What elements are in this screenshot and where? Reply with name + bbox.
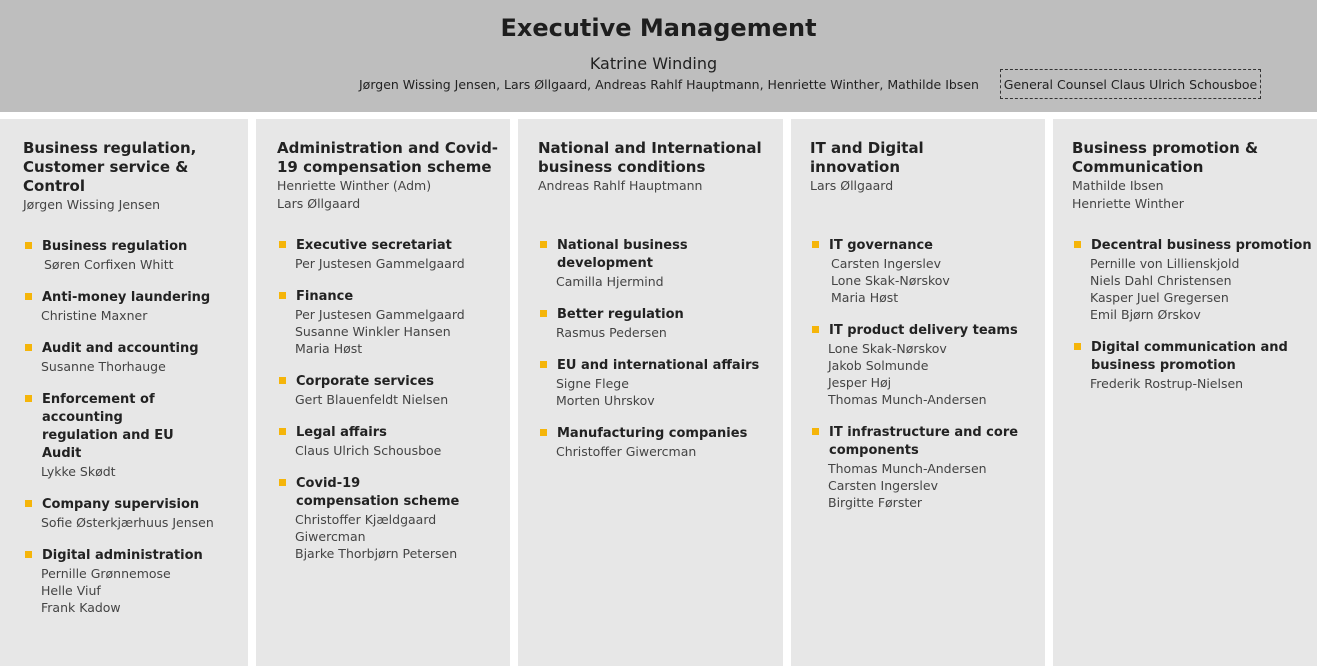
unit-person: Thomas Munch-Andersen (828, 461, 987, 476)
unit-person: Lone Skak-Nørskov (828, 341, 947, 356)
unit (538, 306, 783, 341)
unit-title: Enforcement of accounting regulation and EU Audit (42, 392, 174, 461)
unit (277, 237, 510, 272)
unit-person: Carsten Ingerslev (828, 478, 938, 493)
unit-title: Anti-money laundering (42, 290, 211, 305)
unit (810, 322, 1045, 408)
unit (23, 391, 248, 480)
unit-person: Morten Uhrskov (556, 393, 655, 408)
department-column (518, 119, 783, 666)
general-counsel-box: General Counsel Claus Ulrich Schousboe (1000, 69, 1261, 99)
unit-person: Maria Høst (831, 290, 899, 305)
unit-person: Pernille Grønnemose (41, 566, 171, 581)
bullet-icon (25, 242, 32, 249)
unit-title: Manufacturing companies (557, 426, 748, 441)
unit-person: Emil Bjørn Ørskov (1090, 307, 1201, 322)
unit-person: Helle Viuf (41, 583, 101, 598)
unit-title: Decentral business promotion (1091, 238, 1312, 253)
unit-person: Camilla Hjermind (556, 274, 664, 289)
bullet-icon (25, 293, 32, 300)
department-head: Henriette Winther (Adm) (277, 178, 432, 193)
bullet-icon (1074, 241, 1081, 248)
unit-person: Sofie Østerkjærhuus Jensen (41, 515, 214, 530)
unit (23, 289, 248, 324)
department-column (1053, 119, 1317, 666)
unit-title: National business development (557, 238, 688, 271)
unit-title: Legal affairs (296, 425, 387, 440)
director-name: Katrine Winding (589, 54, 718, 73)
unit-person: Signe Flege (556, 376, 629, 391)
bullet-icon (25, 395, 32, 402)
unit (277, 475, 510, 562)
unit-person: Birgitte Førster (828, 495, 923, 510)
unit-person: Pernille von Lillienskjold (1090, 256, 1240, 271)
department-column (791, 119, 1045, 666)
department-title: Business promotion & Communication (1072, 139, 1259, 176)
bullet-icon (540, 310, 547, 317)
unit-person: Lone Skak-Nørskov (831, 273, 950, 288)
bullet-icon (279, 292, 286, 299)
unit-title: Digital communication and business promotion (1091, 340, 1288, 373)
bullet-icon (812, 428, 819, 435)
unit-title: Audit and accounting (42, 341, 199, 356)
unit-person: Kasper Juel Gregersen (1090, 290, 1229, 305)
unit-title: Company supervision (42, 497, 200, 512)
unit-title: Executive secretariat (296, 238, 452, 253)
bullet-icon (540, 241, 547, 248)
unit (23, 340, 248, 375)
department-head: Mathilde Ibsen (1072, 178, 1164, 193)
unit-title: EU and international affairs (557, 358, 760, 373)
unit-person: Per Justesen Gammelgaard (295, 307, 465, 322)
unit (277, 373, 510, 408)
unit-person: Claus Ulrich Schousboe (295, 443, 442, 458)
department-head: Jørgen Wissing Jensen (23, 197, 161, 212)
unit-person: Per Justesen Gammelgaard (295, 256, 465, 271)
unit-title: Better regulation (557, 307, 684, 322)
bullet-icon (279, 241, 286, 248)
unit-person: Maria Høst (295, 341, 363, 356)
unit-person: Susanne Winkler Hansen (295, 324, 451, 339)
department-head: Andreas Rahlf Hauptmann (538, 178, 703, 193)
bullet-icon (25, 500, 32, 507)
bullet-icon (279, 479, 286, 486)
unit-title: Business regulation (42, 239, 188, 254)
department-head: Lars Øllgaard (810, 178, 894, 193)
unit-title: IT product delivery teams (829, 323, 1018, 338)
bullet-icon (540, 429, 547, 436)
unit-title: IT infrastructure and core components (829, 425, 1019, 458)
deputy-directors: Jørgen Wissing Jensen, Lars Øllgaard, Andreas Rahlf Hauptmann, Henriette Winther, Mathilde Ibsen (359, 77, 979, 92)
unit-person: Christoffer Giwercman (556, 444, 697, 459)
unit (810, 237, 1045, 306)
unit-person: Carsten Ingerslev (831, 256, 941, 271)
unit-person: Bjarke Thorbjørn Petersen (295, 546, 458, 561)
department-column (256, 119, 510, 666)
unit-title: Digital administration (42, 548, 203, 563)
unit-title: IT governance (829, 238, 933, 253)
bullet-icon (279, 428, 286, 435)
unit-person: Gert Blauenfeldt Nielsen (295, 392, 449, 407)
department-head: Henriette Winther (1072, 196, 1184, 211)
department-title: Administration and Covid-19 compensation scheme (277, 139, 499, 176)
unit-person: Jakob Solmunde (828, 358, 929, 373)
unit-title: Finance (296, 289, 354, 304)
unit (810, 424, 1045, 511)
unit (23, 238, 248, 273)
unit (277, 424, 510, 459)
unit (538, 425, 783, 460)
unit-person: Rasmus Pedersen (556, 325, 667, 340)
unit-person: Thomas Munch-Andersen (828, 392, 987, 407)
department-column (0, 119, 248, 666)
bullet-icon (25, 551, 32, 558)
unit (23, 496, 248, 531)
department-title: National and International business conditions (538, 139, 762, 176)
bullet-icon (279, 377, 286, 384)
department-title: IT and Digital innovation (810, 139, 924, 176)
department-title: Business regulation, Customer service & Control (23, 139, 197, 195)
unit-person: Christoffer Kjældgaard Giwercman (295, 512, 437, 544)
unit-person: Frederik Rostrup-Nielsen (1090, 376, 1244, 391)
unit-person: Søren Corfixen Whitt (44, 257, 174, 272)
unit-person: Frank Kadow (41, 600, 121, 615)
department-head: Lars Øllgaard (277, 196, 361, 211)
bullet-icon (1074, 343, 1081, 350)
unit-person: Niels Dahl Christensen (1090, 273, 1232, 288)
unit-title: Covid-19 compensation scheme (296, 476, 460, 509)
unit (1072, 237, 1317, 323)
unit (1072, 339, 1317, 392)
unit (538, 357, 783, 409)
unit-person: Christine Maxner (41, 308, 148, 323)
unit-title: Corporate services (296, 374, 435, 389)
executive-management-header (0, 0, 1317, 112)
unit (277, 288, 510, 357)
unit-person: Susanne Thorhauge (41, 359, 166, 374)
unit-person: Lykke Skødt (41, 464, 116, 479)
bullet-icon (25, 344, 32, 351)
bullet-icon (540, 361, 547, 368)
unit (538, 237, 783, 290)
bullet-icon (812, 241, 819, 248)
bullet-icon (812, 326, 819, 333)
unit (23, 547, 248, 616)
page-title: Executive Management (500, 14, 817, 42)
unit-person: Jesper Høj (828, 375, 892, 390)
